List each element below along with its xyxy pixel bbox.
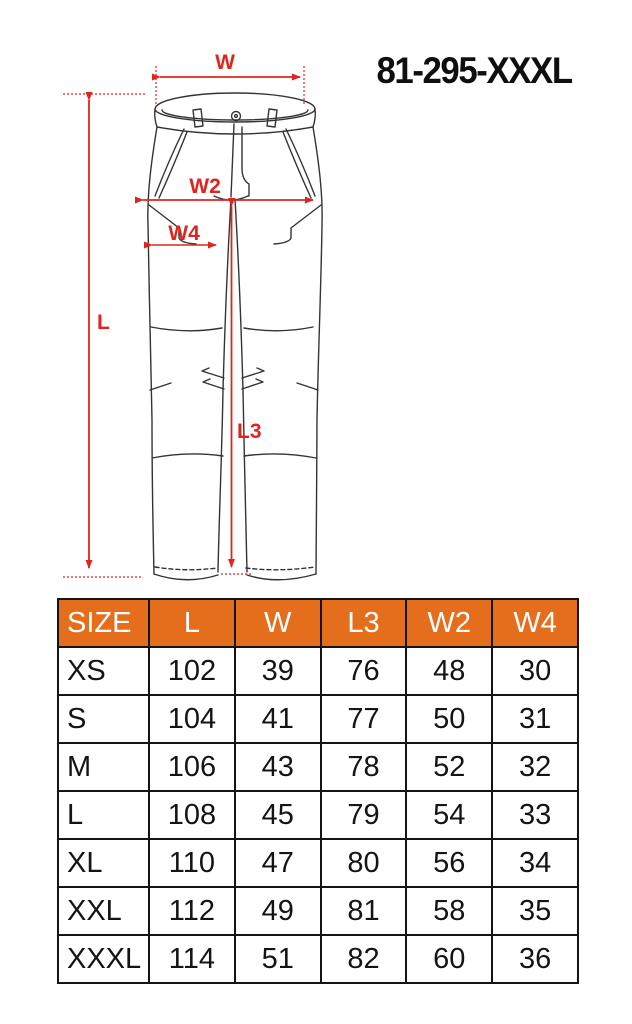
measurement-value: 47 [235, 839, 321, 887]
measurement-value: 34 [492, 839, 578, 887]
measurement-value: 36 [492, 935, 578, 983]
hem-stitch-left [155, 567, 217, 570]
size-row-xxxl [58, 935, 578, 983]
size-table-header-row [58, 599, 578, 647]
dim-label-l3: L3 [237, 420, 262, 443]
measurement-value: 102 [149, 647, 235, 695]
waist-button-hole [235, 115, 238, 118]
waist-button [232, 112, 241, 121]
measurement-value: 33 [492, 791, 578, 839]
size-row-m [58, 743, 578, 791]
knee-side-line-right [297, 383, 318, 390]
column-header-size: SIZE [58, 599, 149, 647]
pants-outline [148, 93, 322, 580]
measurement-value: 49 [235, 887, 321, 935]
pocket-left [155, 129, 184, 196]
measurement-value: 48 [406, 647, 492, 695]
dim-label-w4: W4 [168, 222, 200, 245]
size-label: XS [58, 647, 149, 695]
hem-bottom-right [247, 574, 316, 580]
inner-seam-right [235, 199, 247, 572]
measurement-value: 108 [149, 791, 235, 839]
knee-panel-bottom-left [152, 454, 223, 458]
pocket-right-bag [283, 132, 311, 198]
size-label: XXXL [58, 935, 149, 983]
size-row-xxl [58, 887, 578, 935]
hem-bottom-left [154, 574, 218, 580]
size-label: M [58, 743, 149, 791]
knee-panel-top-left [151, 327, 222, 331]
measurement-value: 52 [406, 743, 492, 791]
size-row-s [58, 695, 578, 743]
measurement-value: 106 [149, 743, 235, 791]
measurement-value: 104 [149, 695, 235, 743]
measurement-value: 76 [321, 647, 407, 695]
product-code: 81-295-XXXL [376, 50, 572, 91]
measurement-value: 56 [406, 839, 492, 887]
column-header-l: L [149, 599, 235, 647]
dim-label-l: L [97, 311, 110, 334]
measurement-value: 31 [492, 695, 578, 743]
size-row-l [58, 791, 578, 839]
knee-chevron-left-2 [203, 379, 224, 389]
measurement-value: 112 [149, 887, 235, 935]
measurement-value: 45 [235, 791, 321, 839]
size-row-xs [58, 647, 578, 695]
measurement-value: 39 [235, 647, 321, 695]
measurement-value: 77 [321, 695, 407, 743]
size-label: L [58, 791, 149, 839]
size-row-xl [58, 839, 578, 887]
measurement-value: 58 [406, 887, 492, 935]
measurement-value: 41 [235, 695, 321, 743]
knee-side-line-left [150, 383, 171, 390]
size-label: XL [58, 839, 149, 887]
measurement-value: 32 [492, 743, 578, 791]
size-label: S [58, 695, 149, 743]
column-header-w: W [235, 599, 321, 647]
pocket-left-bag [159, 132, 187, 198]
measurement-value: 54 [406, 791, 492, 839]
measurement-value: 78 [321, 743, 407, 791]
column-header-l3: L3 [321, 599, 407, 647]
measurement-value: 80 [321, 839, 407, 887]
knee-chevron-right-1 [242, 368, 264, 378]
size-label: XXL [58, 887, 149, 935]
knee-panel-bottom-right [244, 454, 316, 458]
measurement-value: 35 [492, 887, 578, 935]
measurement-value: 79 [321, 791, 407, 839]
fly-stitch [242, 127, 249, 196]
knee-panel-top-right [244, 327, 313, 331]
inner-seam-left [218, 199, 231, 572]
measurement-value: 81 [321, 887, 407, 935]
fly-center-seam [231, 124, 234, 197]
dimension-labels [97, 51, 262, 443]
column-header-w4: W4 [492, 599, 578, 647]
pocket-right [286, 129, 315, 196]
size-table [57, 598, 579, 984]
measurement-value: 114 [149, 935, 235, 983]
measurement-value: 51 [235, 935, 321, 983]
size-table-body [58, 647, 578, 983]
size-table-head [58, 599, 578, 647]
hem-stitch-right [246, 567, 315, 570]
column-header-w2: W2 [406, 599, 492, 647]
measurement-value: 43 [235, 743, 321, 791]
hip-pocket-right [274, 205, 321, 244]
size-table-container [57, 598, 579, 984]
knee-chevron-right-2 [242, 379, 263, 389]
measurement-value: 82 [321, 935, 407, 983]
dim-label-w2: W2 [189, 175, 221, 198]
measurement-value: 50 [406, 695, 492, 743]
measurement-value: 30 [492, 647, 578, 695]
dim-label-w: W [215, 51, 235, 74]
measurement-value: 110 [149, 839, 235, 887]
waistband-bottom [157, 127, 313, 134]
knee-chevron-left-1 [202, 368, 224, 378]
measurement-value: 60 [406, 935, 492, 983]
